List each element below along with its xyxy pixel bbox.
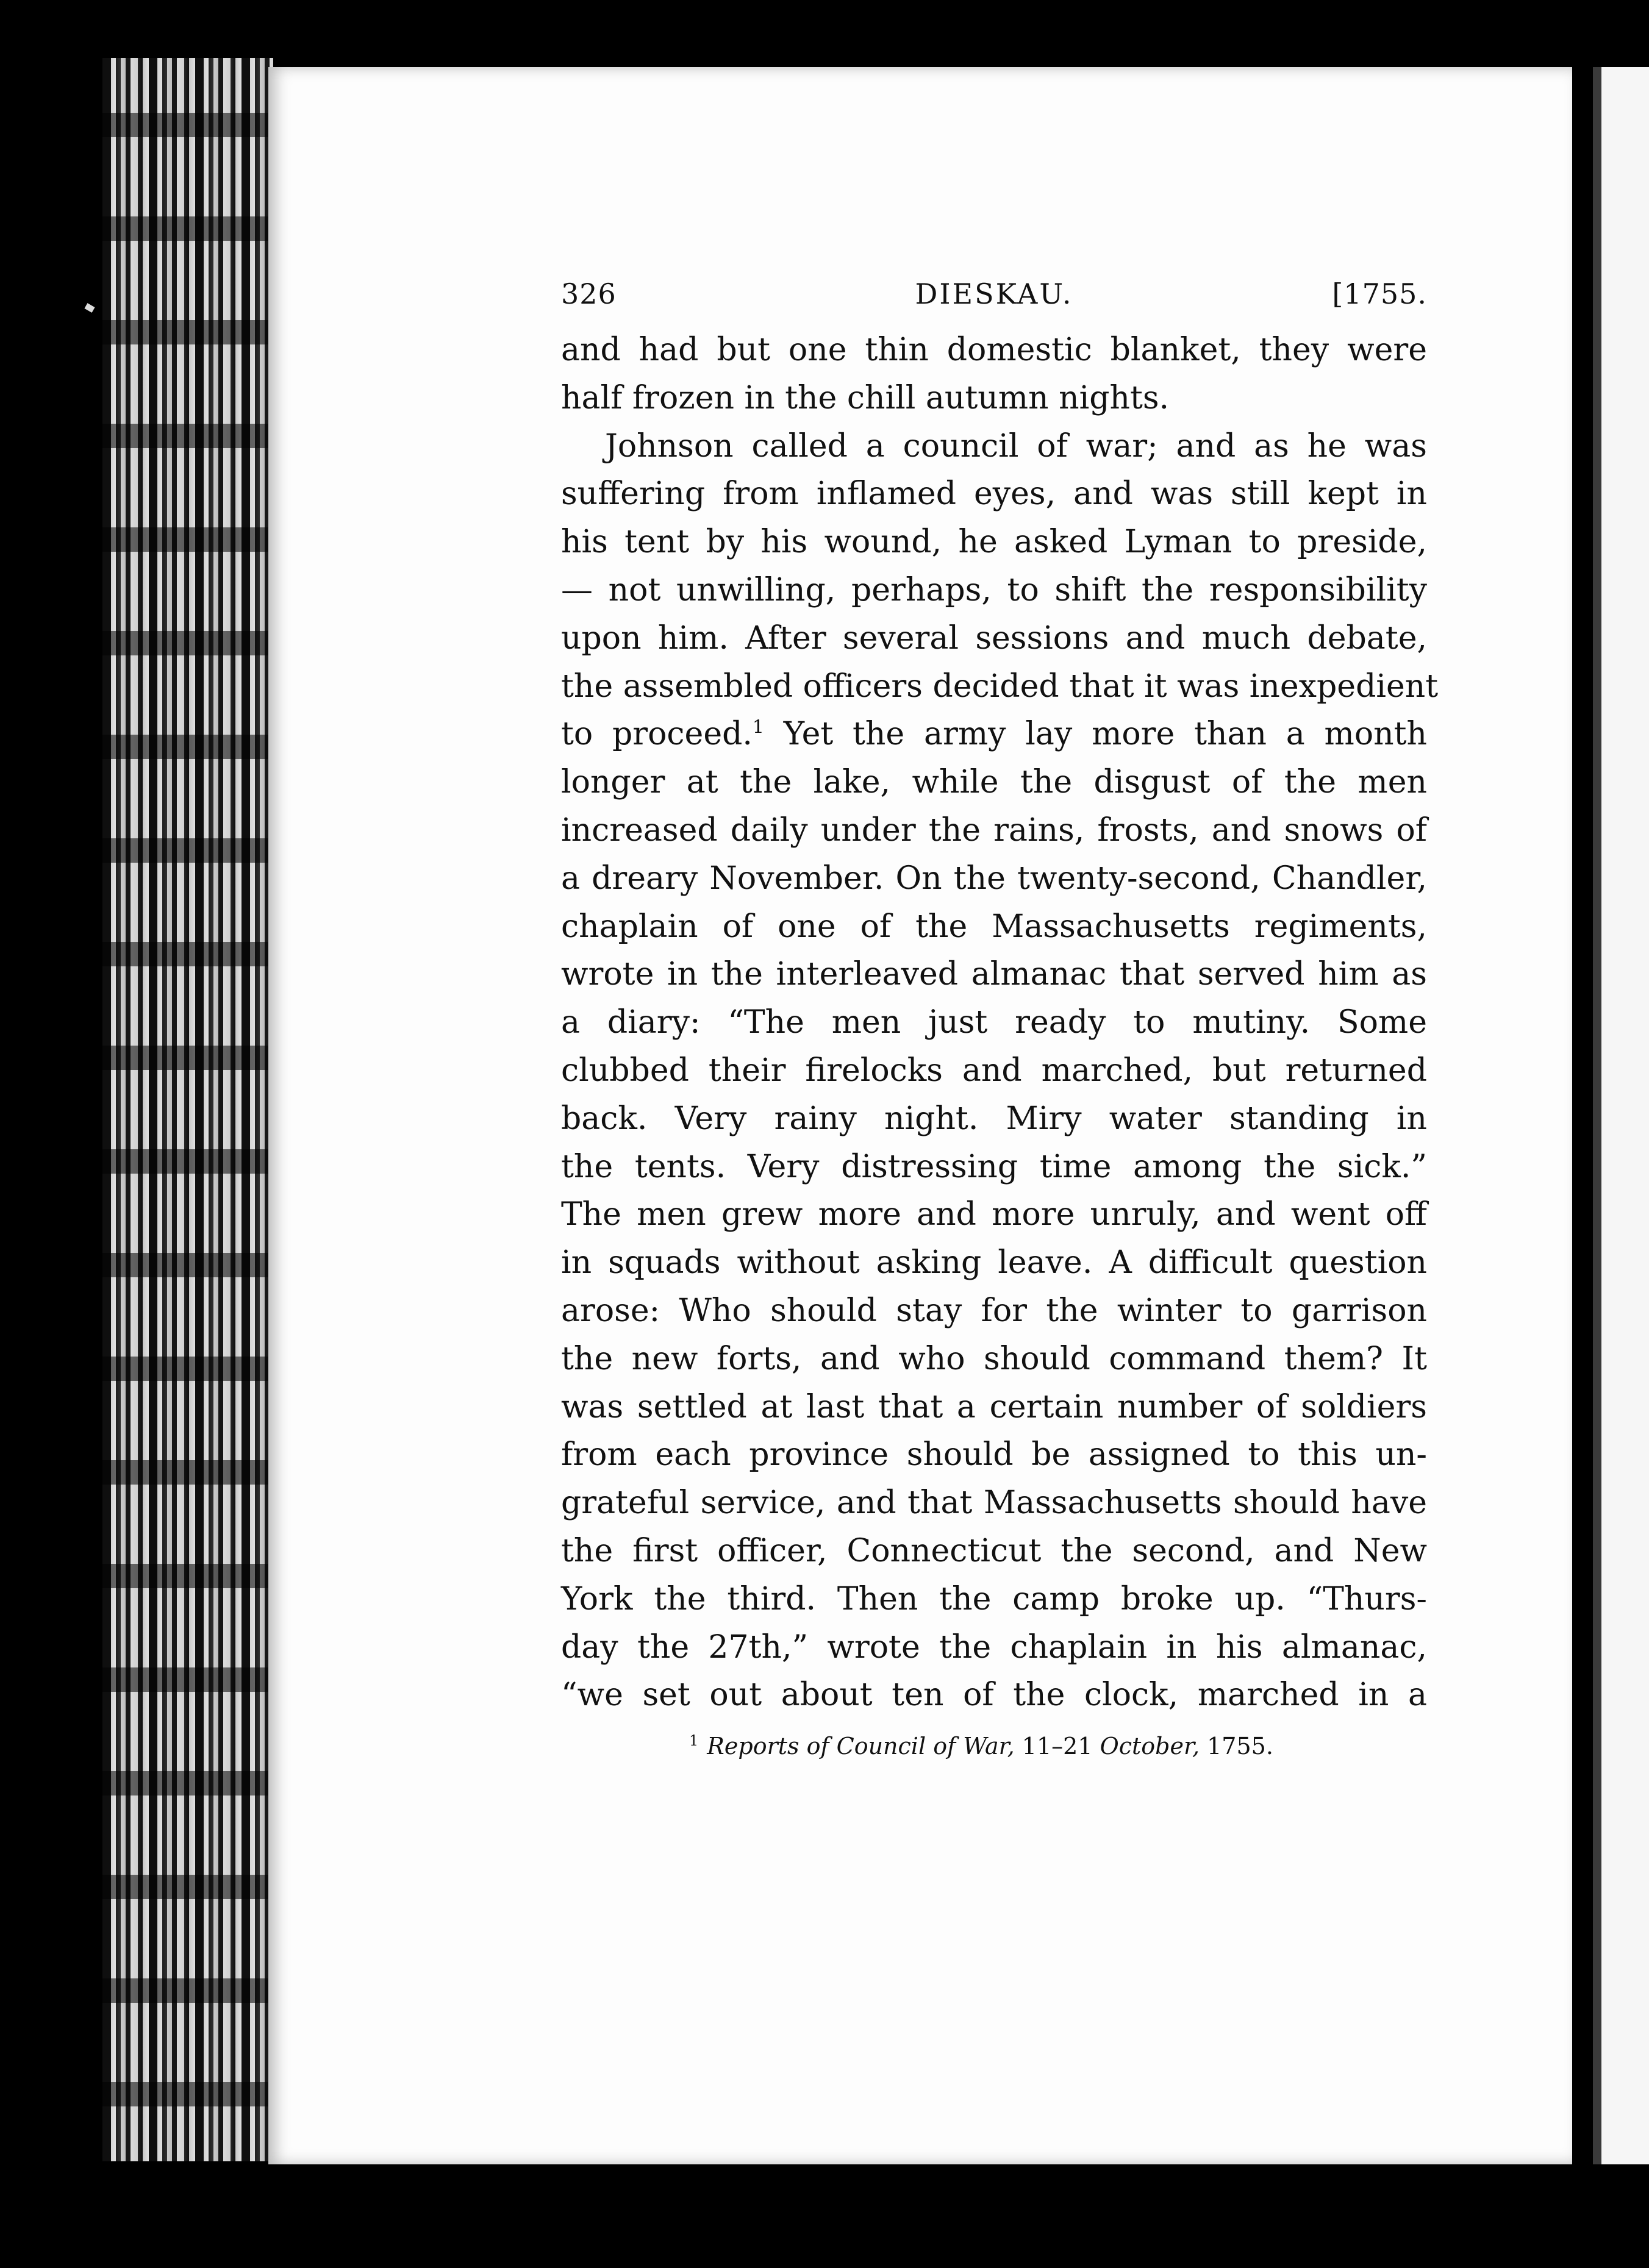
footnote (561, 1730, 1427, 1762)
footnote-reference: 1 (752, 717, 765, 739)
running-year: [1755. (1332, 277, 1427, 310)
text-line: the new forts, and who should command them? It (561, 1340, 1427, 1377)
text-line: and had but one thin domestic blanket, they were (561, 332, 1427, 368)
text-line: the assembled officers decided that it was inexpedient (561, 668, 1439, 705)
text-line: the first officer, Connecticut the second, and New (561, 1532, 1427, 1569)
text-line: from each province should be assigned to this un- (561, 1436, 1427, 1474)
footnote-marker: 1 (689, 1732, 699, 1750)
text-line: “we set out about ten of the clock, marched in a (561, 1677, 1427, 1714)
page-number: 326 (561, 277, 617, 310)
text-line: clubbed their firelocks and marched, but returned (561, 1052, 1427, 1089)
book-fore-edge (102, 58, 273, 2161)
facing-page-edge (1593, 67, 1649, 2164)
text-line: suffering from inflamed eyes, and was still kept in (561, 476, 1427, 513)
text-line: the tents. Very distressing time among the sick.” (561, 1148, 1427, 1185)
page-text-block (561, 277, 1439, 1762)
text-line: his tent by his wound, he asked Lyman to preside, (561, 524, 1427, 561)
text-line: in squads without asking leave. A difficult question (561, 1244, 1427, 1282)
text-line: — not unwilling, perhaps, to shift the responsibility (561, 571, 1427, 608)
text-line: half frozen in the chill autumn nights. (561, 379, 1170, 416)
scan-speck (84, 303, 95, 313)
text-line: was settled at last that a certain number of soldiers (561, 1388, 1427, 1425)
footnote-year: 1755. (1200, 1733, 1273, 1760)
text-line: chaplain of one of the Massachusetts regiments, (561, 908, 1427, 945)
text-line: upon him. After several sessions and much debate, (561, 619, 1427, 657)
text-line: day the 27th,” wrote the chaplain in his almanac, (561, 1628, 1427, 1666)
text-line: increased daily under the rains, frosts, and snows of (561, 811, 1427, 849)
text-line: arose: Who should stay for the winter to garrison (561, 1292, 1427, 1329)
text-line: The men grew more and more unruly, and went off (561, 1196, 1427, 1233)
footnote-plain-text: 11–21 (1014, 1733, 1100, 1760)
text-line: wrote in the interleaved almanac that served him as (561, 956, 1427, 993)
text-fragment: to proceed. (561, 716, 753, 753)
running-title: DIESKAU. (915, 277, 1073, 310)
running-head (561, 277, 1427, 326)
text-line: back. Very rainy night. Miry water standing in (561, 1100, 1427, 1137)
text-line: longer at the lake, while the disgust of the men (561, 764, 1427, 801)
text-line: grateful service, and that Massachusetts should have (561, 1485, 1427, 1522)
footnote-italic-text: Reports of Council of War, (707, 1733, 1015, 1760)
footnote-italic-month: October, (1100, 1733, 1200, 1760)
text-line: Johnson called a council of war; and as he was (605, 427, 1427, 465)
text-fragment: Yet the army lay more than a month (764, 716, 1428, 753)
text-line: York the third. Then the camp broke up. “Thurs- (561, 1580, 1427, 1617)
text-line: a dreary November. On the twenty-second, Chandler, (561, 860, 1427, 897)
text-line: a diary: “The men just ready to mutiny. Some (561, 1004, 1427, 1041)
text-line-with-footnote (561, 710, 1427, 758)
